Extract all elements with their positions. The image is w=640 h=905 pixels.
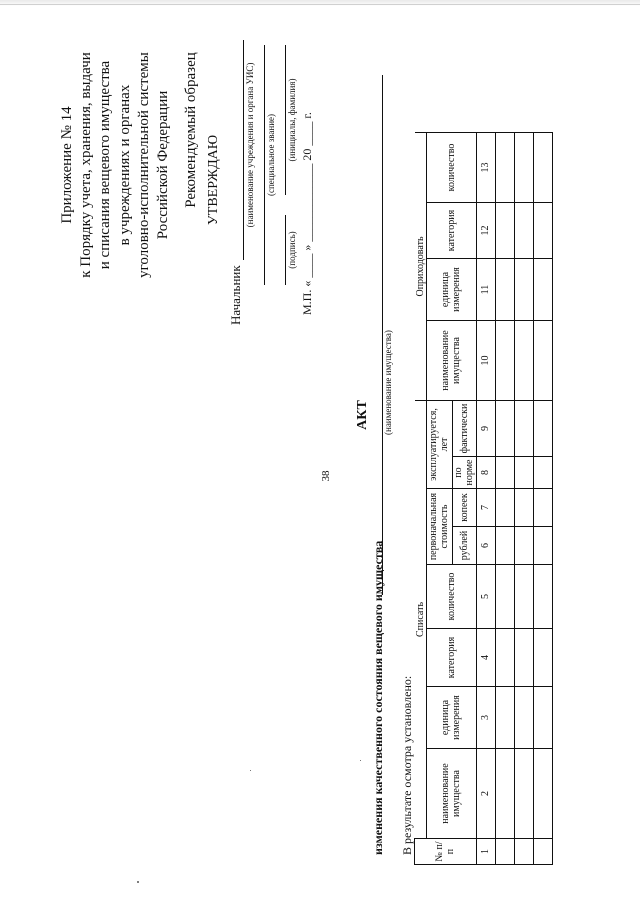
empty-cell [533,749,552,839]
empty-cell [514,629,533,687]
initials-line [284,45,286,195]
column-number: 7 [476,489,495,527]
appendix-line: Российской Федерации [155,90,172,240]
header-exploited: эксплуатируется, лет [426,401,452,489]
page-number: 38 [320,470,332,482]
signature-caption: (подпись) [287,231,297,269]
empty-cell [514,749,533,839]
column-number: 12 [476,203,495,259]
header-name2: наименование имущества [426,321,476,401]
appendix-line: Приложение № 14 [59,106,75,224]
inventory-table-wrap [414,132,553,865]
empty-cell [495,687,514,749]
empty-cell [533,133,552,203]
empty-cell [533,259,552,321]
head-caption: (наименование учреждения и органа УИС) [245,62,255,228]
empty-cell [514,527,533,565]
header-kopecks: копеек [452,489,476,527]
empty-cell [514,839,533,865]
empty-cell [495,749,514,839]
header-actual: фактически [452,401,476,457]
column-number: 5 [476,565,495,629]
empty-cell [495,565,514,629]
signature-line [284,215,286,285]
empty-cell [514,401,533,457]
empty-cell [533,321,552,401]
header-category: категория [426,629,476,687]
empty-cell [514,565,533,629]
empty-cell [495,489,514,527]
column-number: 2 [476,749,495,839]
column-number: 3 [476,687,495,749]
table-row [495,133,514,865]
empty-cell [495,133,514,203]
empty-cell [533,457,552,489]
empty-cell [514,457,533,489]
header-rubles: рублей [452,527,476,565]
header-quantity2: количество [426,133,476,203]
table-row [533,133,552,865]
head-label: Начальник [228,265,243,325]
header-group-writeoff: Списать [415,401,427,839]
empty-cell [495,839,514,865]
empty-cell [533,839,552,865]
header-group-receive: Оприходовать [415,133,427,401]
column-number: 9 [476,401,495,457]
column-number: 4 [476,629,495,687]
empty-cell [533,527,552,565]
empty-cell [533,629,552,687]
act-subtitle: изменения качественного состояния вещевого имущества [371,540,385,855]
empty-cell [533,401,552,457]
inspection-result-label: В результате осмотра установлено: [400,675,414,855]
empty-cell [495,203,514,259]
stamp-date-line: М.П. « ____ » _____________ 20 ____ г. [300,112,314,315]
column-number: 13 [476,133,495,203]
appendix-line: и списания вещевого имущества [97,60,114,270]
header-unit2: единица измерения [426,259,476,321]
column-number: 6 [476,527,495,565]
header-unit: единица измерения [426,687,476,749]
column-number: 1 [476,839,495,865]
header-name: наименование имущества [426,749,476,839]
appendix-line: к Порядку учета, хранения, выдачи [78,52,95,278]
empty-cell [514,687,533,749]
empty-cell [514,259,533,321]
header-by-norm: по норме [452,457,476,489]
head-line [228,40,244,260]
approve-label: УТВЕРЖДАЮ [206,134,221,226]
approval-block [228,25,297,325]
column-number: 11 [476,259,495,321]
empty-cell [533,203,552,259]
appendix-line: в учреждениях и органах [116,84,133,246]
header-category2: категория [426,203,476,259]
initials-caption: (инициалы, фамилия) [287,78,297,162]
act-title: АКТ [355,400,370,430]
empty-cell [495,629,514,687]
column-number-row [476,133,495,865]
empty-cell [495,321,514,401]
inventory-table [414,132,553,865]
appendix-line: уголовно-исполнительной системы [135,52,152,278]
header-quantity: количество [426,565,476,629]
empty-cell [533,687,552,749]
rank-caption: (специальное звание) [266,113,276,197]
rank-line [263,45,265,285]
property-name-caption: (наименование имущества) [383,330,393,435]
header-no: № п/п [415,839,477,865]
empty-cell [514,203,533,259]
empty-cell [514,489,533,527]
empty-cell [495,457,514,489]
empty-cell [514,133,533,203]
empty-cell [533,489,552,527]
empty-cell [495,259,514,321]
empty-cell [533,565,552,629]
empty-cell [495,527,514,565]
appendix-header [58,15,173,315]
recommended-sample-label: Рекомендуемый образец [183,52,199,208]
column-number: 10 [476,321,495,401]
column-number: 8 [476,457,495,489]
header-initial-cost: первоначальная стоимость [426,489,452,565]
table-row [514,133,533,865]
empty-cell [495,401,514,457]
empty-cell [514,321,533,401]
